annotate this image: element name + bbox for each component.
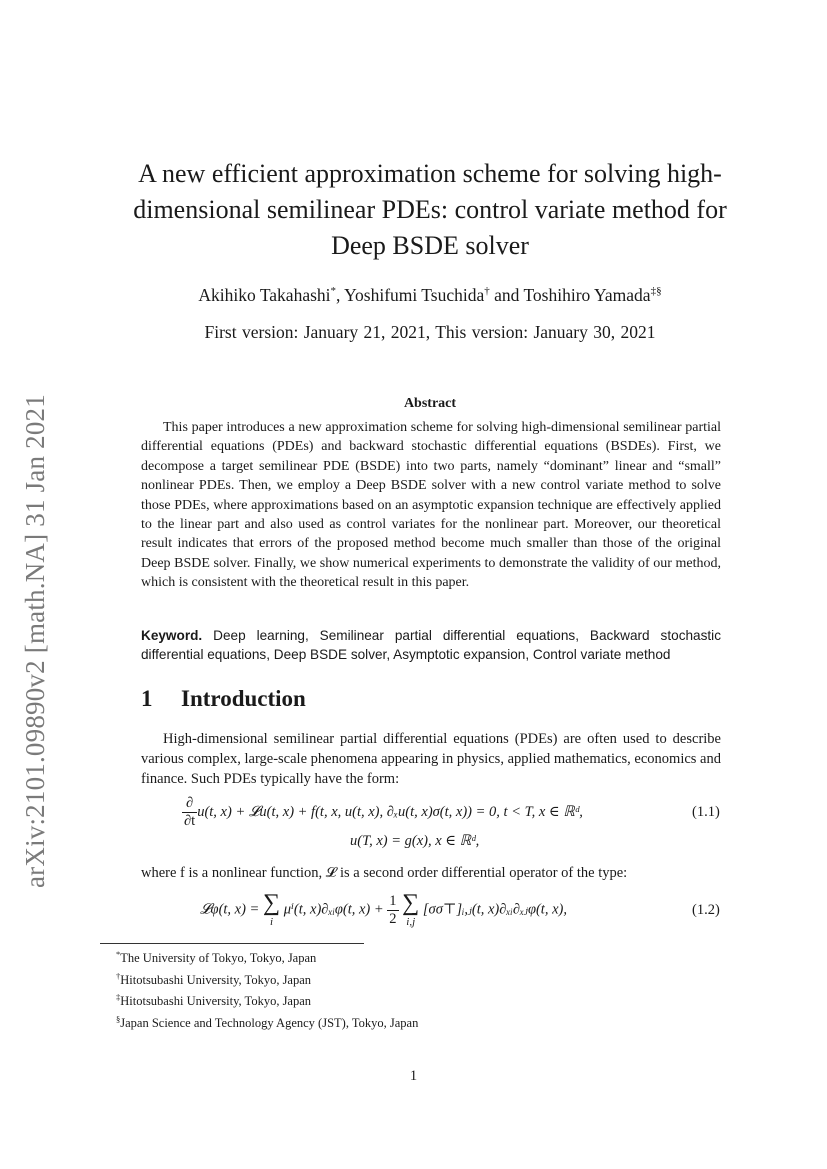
footnote: §Japan Science and Technology Agency (JST), Tokyo, Japan — [116, 1013, 419, 1030]
author-mark: † — [484, 285, 490, 298]
keyword-label: Keyword. — [141, 628, 203, 643]
abstract-body: This paper introduces a new approximation scheme for solving high-dimensional semilinear partial differential equations (PDEs) and backward stochastic differential equations (BSDEs). First, we decompose a target semilinear PDE (BSDE) into two parts, namely “dominant” linear and “small” nonlinear PDEs. Then, we employ a Deep BSDE solver with a new control variate method to solve those PDEs, where approximations based on an asymptotic expansion technique are effectively applied to the linear part and also used as control variates for the nonlinear part. Moreover, our theoretical result indicates that errors of the proposed method become much smaller than those of the original Deep BSDE solver. Finally, we show numerical experiments to demonstrate the validity of our method, which is consistent with the theoretical result in this paper. — [141, 420, 721, 591]
arxiv-stamp-text: arXiv:2101.09890v2 [math.NA] 31 Jan 2021 — [20, 394, 50, 888]
footnote: ‡Hitotsubashi University, Tokyo, Japan — [116, 992, 312, 1009]
footnote-rule — [100, 943, 364, 944]
sum-operator: ∑ i,j — [402, 890, 420, 928]
page-number: 1 — [409, 1068, 418, 1084]
equation-1-2-term-2: [σσ⊤]ᵢ,ⱼ(t, x)∂ₓᵢ∂ₓⱼφ(t, x), — [422, 901, 567, 918]
equation-1-1-text: u(t, x) + 𝓛u(t, x) + f(t, x, u(t, x), ∂ₓu(t, x)σ(t, x)) = 0, t < T, x ∈ ℝᵈ, — [197, 803, 583, 820]
author-name: Yoshifumi Tsuchida — [344, 285, 485, 305]
equation-1-2-lhs: 𝓛φ(t, x) = — [200, 901, 260, 918]
equation-1-1-line-1 — [182, 795, 583, 830]
author-name: Toshihiro Yamada — [523, 285, 651, 305]
author-conjunction: and — [494, 285, 520, 305]
equation-1-1-line-2: u(T, x) = g(x), x ∈ ℝᵈ, — [350, 833, 480, 849]
equation-1-2-term-1: μⁱ(t, x)∂ₓᵢφ(t, x) + — [283, 901, 384, 918]
footnotes — [116, 946, 418, 1032]
equation-1-2 — [200, 891, 567, 929]
section-title: Introduction — [181, 686, 306, 711]
author-mark: * — [330, 285, 337, 298]
author-mark: ‡§ — [650, 285, 662, 298]
intro-paragraph: High-dimensional semilinear partial differential equations (PDEs) are often used to describe various complex, large-scale phenomena appearing in physics, applied mathematics, economics and finance. Such PDEs typically have the form: — [141, 731, 721, 787]
author-line: Akihiko Takahashi*, Yoshifumi Tsuchida† and Toshihiro Yamada‡§ — [198, 285, 662, 305]
keyword-paragraph — [141, 626, 721, 665]
arxiv-stamp — [20, 348, 60, 888]
footnote: †Hitotsubashi University, Tokyo, Japan — [116, 970, 312, 987]
version-dates: First version: January 21, 2021, This version: January 30, 2021 — [204, 322, 656, 342]
one-half-fraction: $\frac{1}{2}$ — [389, 892, 397, 927]
section-heading — [141, 686, 306, 712]
equation-number: (1.2) — [692, 902, 720, 918]
section-number: 1 — [141, 686, 153, 711]
sum-operator: ∑ i — [262, 890, 281, 928]
where-paragraph: where f is a nonlinear function, 𝓛 is a second order differential operator of the type: — [141, 865, 628, 881]
equation-number: (1.1) — [692, 804, 720, 820]
footnote: *The University of Tokyo, Tokyo, Japan — [116, 949, 317, 966]
keyword-text: Deep learning, Semilinear partial differential equations, Backward stochastic differential equations, Deep BSDE solver, Asymptotic expansion, Control variate method — [141, 628, 721, 663]
abstract-heading: Abstract — [403, 396, 457, 411]
paper-title: A new efficient approximation scheme for solving high-dimensional semilinear PDEs: control variate method for Deep BSDE solver — [133, 159, 727, 260]
partial-t-fraction: $\frac{\partial}{\partial t}$ — [184, 795, 196, 829]
author-name: Akihiko Takahashi — [198, 285, 331, 305]
